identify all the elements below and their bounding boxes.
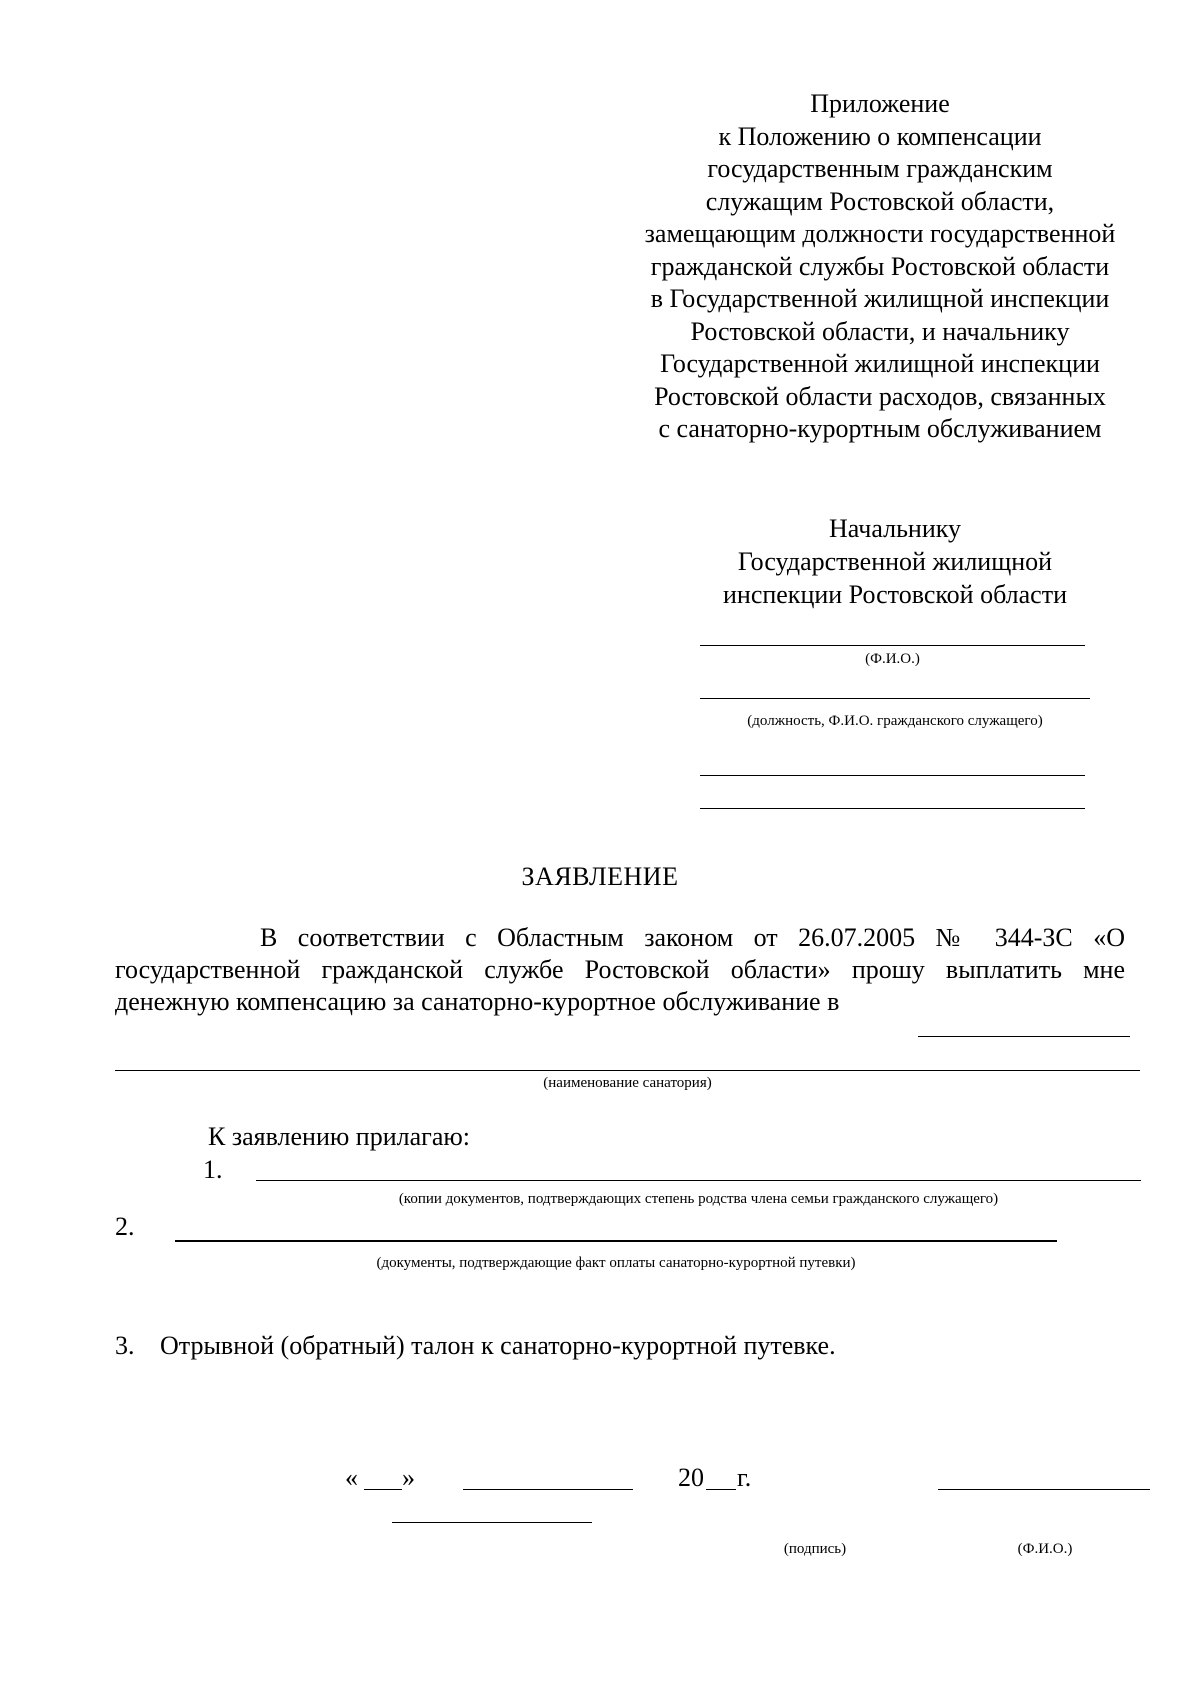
extra-field-line-1[interactable] <box>700 775 1085 776</box>
date-year-prefix: 20 <box>678 1463 704 1492</box>
attachment-field-1[interactable] <box>256 1180 1141 1181</box>
attachment-caption-1: (копии документов, подтверждающих степень родства члена семьи гражданского служащего) <box>398 1191 999 1207</box>
appendix-line: гражданской службы Ростовской области <box>650 251 1110 281</box>
document-title: ЗАЯВЛЕНИЕ <box>521 862 679 891</box>
date-year-field[interactable] <box>706 1489 736 1490</box>
attachment-text-3: Отрывной (обратный) талон к санаторно-курортной путевке. <box>160 1331 836 1360</box>
appendix-line: Государственной жилищной инспекции <box>660 349 1100 378</box>
date-day-field[interactable] <box>364 1489 402 1490</box>
appendix-line: Приложение <box>810 89 950 118</box>
addressee-line: инспекции Ростовской области <box>722 580 1068 609</box>
appendix-line: Ростовской области, и начальнику <box>690 316 1070 346</box>
date-quote-close: » <box>402 1463 415 1492</box>
application-line: денежную компенсацию за санаторно-курортное обслуживание в <box>115 987 840 1016</box>
signature-field[interactable] <box>392 1522 592 1523</box>
sanatorium-field-inline[interactable] <box>918 1036 1130 1037</box>
employee-position-caption: (должность, Ф.И.О. гражданского служащего) <box>747 713 1043 729</box>
appendix-block <box>620 88 1140 446</box>
application-line: В соответствии с Областным законом от 26.07.2005 № 344-ЗС «О <box>260 923 1125 952</box>
appendix-line: с санаторно-курортным обслуживанием <box>658 414 1102 443</box>
appendix-line: служащим Ростовской области, <box>705 186 1055 216</box>
addressee-line: Начальнику <box>828 514 962 543</box>
attachment-number-1: 1. <box>203 1155 223 1184</box>
fio-signature-field[interactable] <box>938 1489 1150 1490</box>
application-text <box>115 922 1125 1018</box>
attachment-field-2[interactable] <box>175 1240 1057 1242</box>
appendix-line: замещающим должности государственной <box>644 219 1116 248</box>
attachment-number-3: 3. <box>115 1331 135 1360</box>
attachments-heading: К заявлению прилагаю: <box>208 1122 471 1151</box>
appendix-line: государственным гражданским <box>707 154 1053 183</box>
extra-field-line-2[interactable] <box>700 808 1085 809</box>
application-line: государственной гражданской службе Ростовской области» прошу выплатить мне <box>115 955 1125 984</box>
sanatorium-field[interactable] <box>115 1070 1140 1071</box>
appendix-line: к Положению о компенсации <box>718 121 1042 151</box>
addressee-line: Государственной жилищной <box>737 547 1053 576</box>
addressee-fio-caption: (Ф.И.О.) <box>865 651 920 667</box>
date-year-suffix: г. <box>737 1463 752 1492</box>
signature-caption: (подпись) <box>783 1541 847 1557</box>
addressee-fio-field[interactable] <box>700 645 1085 646</box>
fio-caption: (Ф.И.О.) <box>1017 1541 1073 1557</box>
addressee-block <box>685 512 1105 611</box>
attachment-caption-2: (документы, подтверждающие факт оплаты санаторно-курортной путевки) <box>376 1255 856 1271</box>
employee-position-field[interactable] <box>700 698 1090 699</box>
sanatorium-caption: (наименование санатория) <box>543 1075 712 1091</box>
attachment-number-2: 2. <box>115 1212 135 1241</box>
appendix-line: Ростовской области расходов, связанных <box>654 381 1106 411</box>
appendix-line: в Государственной жилищной инспекции <box>650 284 1110 313</box>
date-month-field[interactable] <box>463 1489 633 1490</box>
date-quote-open: « <box>345 1463 358 1492</box>
